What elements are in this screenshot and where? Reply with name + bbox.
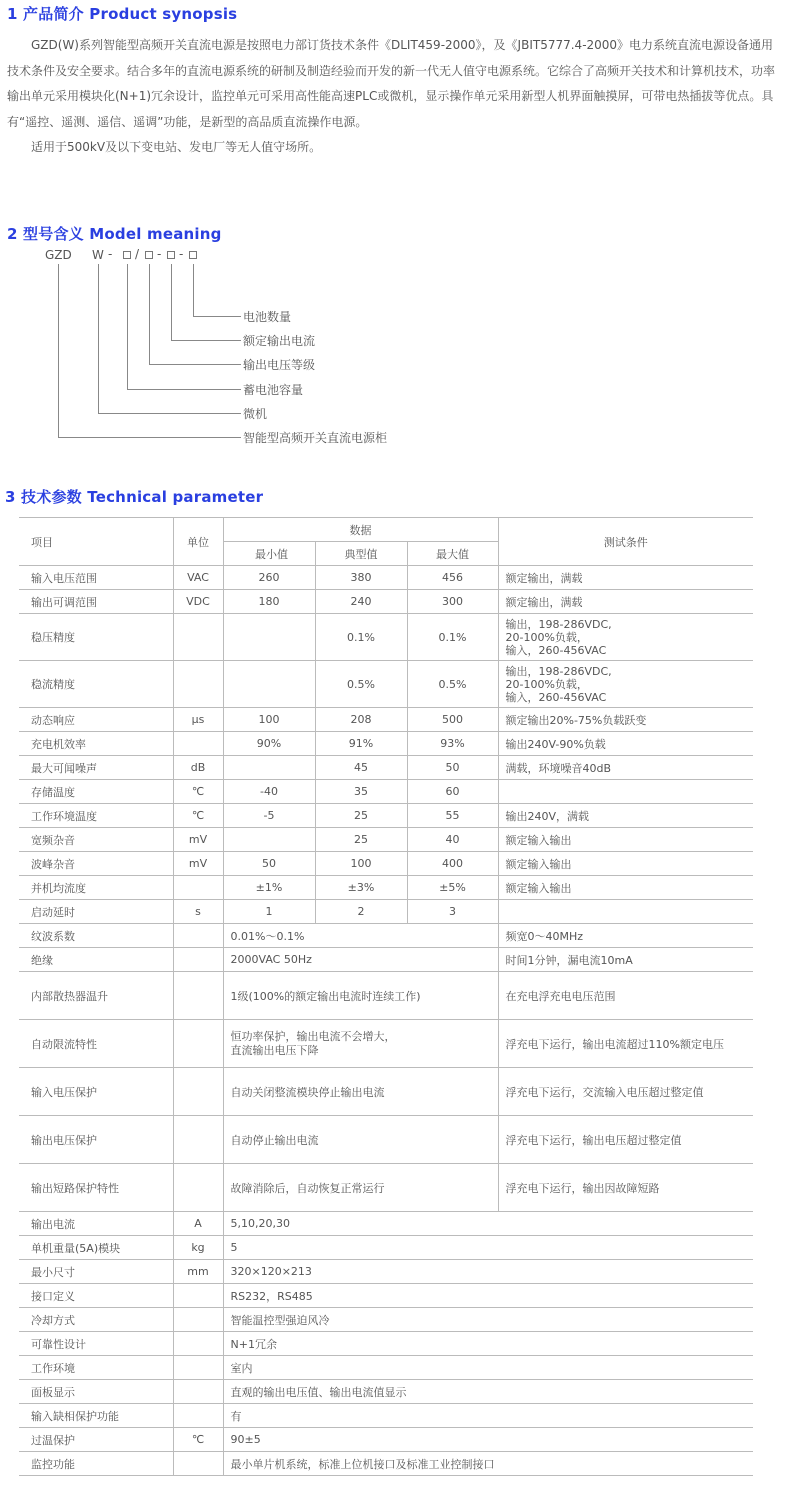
row-min: -40 bbox=[223, 780, 315, 804]
model-label-battery-count: 电池数量 bbox=[243, 310, 292, 324]
product-synopsis-text bbox=[7, 33, 782, 161]
table-row bbox=[19, 732, 753, 756]
row-item: 宽频杂音 bbox=[19, 828, 173, 852]
row-unit: mV bbox=[173, 852, 223, 876]
row-item: 单机重量(5A)模块 bbox=[19, 1236, 173, 1260]
row-unit: ℃ bbox=[173, 780, 223, 804]
row-item: 输出电压保护 bbox=[19, 1116, 173, 1164]
table-row bbox=[19, 972, 753, 1020]
row-typ: 380 bbox=[315, 566, 407, 590]
row-typ: 25 bbox=[315, 804, 407, 828]
row-unit: mV bbox=[173, 828, 223, 852]
row-item: 并机均流度 bbox=[19, 876, 173, 900]
row-typ: 91% bbox=[315, 732, 407, 756]
row-value: 自动关闭整流模块停止输出电流 bbox=[223, 1068, 498, 1116]
model-dash: - bbox=[157, 247, 162, 261]
row-unit bbox=[173, 1020, 223, 1068]
row-value: 5,10,20,30 bbox=[223, 1212, 753, 1236]
row-max: 60 bbox=[407, 780, 498, 804]
table-row bbox=[19, 1212, 753, 1236]
leader-line bbox=[193, 316, 241, 317]
leader-line bbox=[171, 340, 241, 341]
model-label-battery-capacity: 蓄电池容量 bbox=[243, 383, 304, 397]
row-value: RS232，RS485 bbox=[223, 1284, 753, 1308]
row-condition bbox=[498, 780, 753, 804]
row-item: 稳压精度 bbox=[19, 614, 173, 661]
row-unit bbox=[173, 1116, 223, 1164]
row-typ: 0.5% bbox=[315, 661, 407, 708]
row-max: 0.1% bbox=[407, 614, 498, 661]
header-condition: 测试条件 bbox=[498, 518, 753, 566]
condition-line: 输出，198-286VDC, bbox=[505, 617, 612, 631]
row-condition: 时间1分钟，漏电流10mA bbox=[498, 948, 753, 972]
model-code-prefix: GZD bbox=[45, 248, 72, 262]
row-item: 输出短路保护特性 bbox=[19, 1164, 173, 1212]
header-data: 数据 bbox=[223, 518, 498, 542]
row-unit bbox=[173, 1164, 223, 1212]
table-row bbox=[19, 1428, 753, 1452]
row-condition: 浮充电下运行，输出电压超过整定值 bbox=[498, 1116, 753, 1164]
row-value: 最小单片机系统，标准上位机接口及标准工业控制接口 bbox=[223, 1452, 753, 1476]
row-unit bbox=[173, 661, 223, 708]
row-value: 1级(100%的额定输出电流时连续工作) bbox=[223, 972, 498, 1020]
row-min: 1 bbox=[223, 900, 315, 924]
row-typ: 2 bbox=[315, 900, 407, 924]
model-label-voltage-level: 输出电压等级 bbox=[243, 358, 316, 372]
row-condition: 输出240V-90%负载 bbox=[498, 732, 753, 756]
row-unit bbox=[173, 924, 223, 948]
synopsis-paragraph: GZD(W)系列智能型高频开关直流电源是按照电力部订货技术条件《DLIT459-2000》，及《JBIT5777.4-2000》电力系统直流电源设备通用技术条件及安全要求。结合多年的直流电源系统的研制及制造经验而开发的新一代无人值守电源系统。它综合了高频开关技术和计算机技术，功率输出单元采用模块化(N+1)冗余设计，监控单元可采用高性能高速PLC或微机，显示操作单元采用新型人机界面触摸屏，可带电热插拔等优点。具有“遥控、遥测、遥信、遥调”功能，是新型的高品质直流操作电源。 bbox=[7, 38, 776, 129]
row-unit bbox=[173, 1452, 223, 1476]
leader-line bbox=[127, 264, 128, 389]
row-typ: 25 bbox=[315, 828, 407, 852]
row-unit bbox=[173, 948, 223, 972]
model-dash: - bbox=[179, 247, 184, 261]
row-min: 90% bbox=[223, 732, 315, 756]
table-row bbox=[19, 1380, 753, 1404]
table-row bbox=[19, 1116, 753, 1164]
row-condition: 在充电浮充电电压范围 bbox=[498, 972, 753, 1020]
row-max: 3 bbox=[407, 900, 498, 924]
model-slash: / bbox=[135, 247, 140, 261]
row-min bbox=[223, 756, 315, 780]
row-value: 5 bbox=[223, 1236, 753, 1260]
row-unit: A bbox=[173, 1212, 223, 1236]
row-max: ±5% bbox=[407, 876, 498, 900]
leader-line bbox=[98, 264, 99, 413]
condition-line: 20-100%负载， bbox=[505, 677, 588, 691]
row-typ: 35 bbox=[315, 780, 407, 804]
row-typ: 0.1% bbox=[315, 614, 407, 661]
row-typ: 100 bbox=[315, 852, 407, 876]
row-unit: ℃ bbox=[173, 804, 223, 828]
row-min: 260 bbox=[223, 566, 315, 590]
row-unit: kg bbox=[173, 1236, 223, 1260]
model-slot-box bbox=[145, 251, 153, 259]
row-min: -5 bbox=[223, 804, 315, 828]
table-row bbox=[19, 1284, 753, 1308]
row-item: 输入电压范围 bbox=[19, 566, 173, 590]
row-value: 智能温控型强迫风冷 bbox=[223, 1308, 753, 1332]
row-item: 输入电压保护 bbox=[19, 1068, 173, 1116]
row-unit bbox=[173, 1068, 223, 1116]
header-max: 最大值 bbox=[407, 542, 498, 566]
table-row bbox=[19, 590, 753, 614]
row-value bbox=[223, 1020, 498, 1068]
section-title-technical-parameter: 3 技术参数 Technical parameter bbox=[5, 488, 264, 506]
table-header-row bbox=[19, 518, 753, 542]
row-item: 工作环境 bbox=[19, 1356, 173, 1380]
model-label-rated-current: 额定输出电流 bbox=[243, 334, 316, 348]
synopsis-application: 适用于500kV及以下变电站、发电厂等无人值守场所。 bbox=[31, 140, 322, 154]
value-line: 直流输出电压下降 bbox=[230, 1043, 319, 1057]
row-min: ±1% bbox=[223, 876, 315, 900]
table-row bbox=[19, 780, 753, 804]
leader-line bbox=[58, 264, 59, 437]
row-condition bbox=[498, 614, 753, 661]
row-unit bbox=[173, 1404, 223, 1428]
model-label-microcomputer: 微机 bbox=[243, 407, 268, 421]
leader-line bbox=[127, 389, 241, 390]
table-row bbox=[19, 1236, 753, 1260]
row-min bbox=[223, 614, 315, 661]
row-value: 有 bbox=[223, 1404, 753, 1428]
model-slot-box bbox=[189, 251, 197, 259]
row-typ: 240 bbox=[315, 590, 407, 614]
row-max: 400 bbox=[407, 852, 498, 876]
condition-line: 输出，198-286VDC, bbox=[505, 664, 612, 678]
row-unit: dB bbox=[173, 756, 223, 780]
row-unit bbox=[173, 732, 223, 756]
leader-line bbox=[171, 264, 172, 340]
row-unit bbox=[173, 1356, 223, 1380]
row-condition: 额定输出，满载 bbox=[498, 566, 753, 590]
row-unit bbox=[173, 614, 223, 661]
row-condition: 额定输入输出 bbox=[498, 852, 753, 876]
row-condition bbox=[498, 661, 753, 708]
row-item: 输入缺相保护功能 bbox=[19, 1404, 173, 1428]
row-condition: 额定输入输出 bbox=[498, 876, 753, 900]
row-min: 100 bbox=[223, 708, 315, 732]
row-value: 故障消除后，自动恢复正常运行 bbox=[223, 1164, 498, 1212]
row-unit: mm bbox=[173, 1260, 223, 1284]
table-row bbox=[19, 1308, 753, 1332]
row-item: 监控功能 bbox=[19, 1452, 173, 1476]
section-title-model-meaning: 2 型号含义 Model meaning bbox=[7, 225, 222, 243]
row-item: 面板显示 bbox=[19, 1380, 173, 1404]
row-max: 40 bbox=[407, 828, 498, 852]
row-unit bbox=[173, 1284, 223, 1308]
row-condition: 输出240V，满载 bbox=[498, 804, 753, 828]
table-row bbox=[19, 661, 753, 708]
row-typ: 45 bbox=[315, 756, 407, 780]
row-condition: 浮充电下运行，交流输入电压超过整定值 bbox=[498, 1068, 753, 1116]
row-value: 室内 bbox=[223, 1356, 753, 1380]
condition-line: 20-100%负载， bbox=[505, 630, 588, 644]
row-item: 可靠性设计 bbox=[19, 1332, 173, 1356]
row-item: 过温保护 bbox=[19, 1428, 173, 1452]
row-item: 稳流精度 bbox=[19, 661, 173, 708]
leader-line bbox=[98, 413, 241, 414]
row-value: 0.01%～0.1% bbox=[223, 924, 498, 948]
row-unit bbox=[173, 1332, 223, 1356]
row-condition: 浮充电下运行，输出因故障短路 bbox=[498, 1164, 753, 1212]
leader-line bbox=[193, 264, 194, 316]
row-condition bbox=[498, 900, 753, 924]
table-row bbox=[19, 924, 753, 948]
value-line: 恒功率保护，输出电流不会增大， bbox=[230, 1029, 396, 1043]
row-item: 波峰杂音 bbox=[19, 852, 173, 876]
table-row bbox=[19, 614, 753, 661]
row-item: 存储温度 bbox=[19, 780, 173, 804]
row-condition: 浮充电下运行，输出电流超过110%额定电压 bbox=[498, 1020, 753, 1068]
row-value: 320×120×213 bbox=[223, 1260, 753, 1284]
row-item: 动态响应 bbox=[19, 708, 173, 732]
row-max: 50 bbox=[407, 756, 498, 780]
table-row bbox=[19, 1332, 753, 1356]
row-value: 自动停止输出电流 bbox=[223, 1116, 498, 1164]
row-unit bbox=[173, 972, 223, 1020]
row-value: 直观的输出电压值、输出电流值显示 bbox=[223, 1380, 753, 1404]
table-row bbox=[19, 900, 753, 924]
row-item: 接口定义 bbox=[19, 1284, 173, 1308]
table-row bbox=[19, 876, 753, 900]
row-min bbox=[223, 828, 315, 852]
table-row bbox=[19, 1068, 753, 1116]
table-row bbox=[19, 1356, 753, 1380]
row-unit: VAC bbox=[173, 566, 223, 590]
row-item: 绝缘 bbox=[19, 948, 173, 972]
row-unit bbox=[173, 1380, 223, 1404]
row-unit bbox=[173, 876, 223, 900]
row-item: 内部散热器温升 bbox=[19, 972, 173, 1020]
row-item: 纹波系数 bbox=[19, 924, 173, 948]
row-condition: 频宽0～40MHz bbox=[498, 924, 753, 948]
table-row bbox=[19, 1260, 753, 1284]
row-condition: 额定输出，满载 bbox=[498, 590, 753, 614]
row-value: 90±5 bbox=[223, 1428, 753, 1452]
row-unit: VDC bbox=[173, 590, 223, 614]
row-typ: 208 bbox=[315, 708, 407, 732]
model-code-w: W bbox=[92, 248, 104, 262]
leader-line bbox=[58, 437, 241, 438]
table-row bbox=[19, 828, 753, 852]
row-item: 启动延时 bbox=[19, 900, 173, 924]
row-value: N+1冗余 bbox=[223, 1332, 753, 1356]
row-max: 93% bbox=[407, 732, 498, 756]
table-row bbox=[19, 1452, 753, 1476]
row-unit: ℃ bbox=[173, 1428, 223, 1452]
model-meaning-diagram bbox=[0, 240, 450, 450]
table-row bbox=[19, 804, 753, 828]
row-item: 输出电流 bbox=[19, 1212, 173, 1236]
row-min: 50 bbox=[223, 852, 315, 876]
row-condition: 满载，环境噪音40dB bbox=[498, 756, 753, 780]
row-min: 180 bbox=[223, 590, 315, 614]
header-unit: 单位 bbox=[173, 518, 223, 566]
model-label-cabinet: 智能型高频开关直流电源柜 bbox=[243, 431, 388, 445]
row-unit: μs bbox=[173, 708, 223, 732]
table-row bbox=[19, 852, 753, 876]
table-row bbox=[19, 1020, 753, 1068]
section-title-product-synopsis: 1 产品简介 Product synopsis bbox=[7, 5, 238, 23]
model-slot-box bbox=[123, 251, 131, 259]
condition-line: 输入，260-456VAC bbox=[505, 643, 607, 657]
row-item: 最大可闻噪声 bbox=[19, 756, 173, 780]
condition-line: 输入，260-456VAC bbox=[505, 690, 607, 704]
row-item: 冷却方式 bbox=[19, 1308, 173, 1332]
leader-line bbox=[149, 364, 241, 365]
row-item: 充电机效率 bbox=[19, 732, 173, 756]
header-min: 最小值 bbox=[223, 542, 315, 566]
model-slot-box bbox=[167, 251, 175, 259]
table-row bbox=[19, 948, 753, 972]
row-max: 55 bbox=[407, 804, 498, 828]
row-unit bbox=[173, 1308, 223, 1332]
row-item: 自动限流特性 bbox=[19, 1020, 173, 1068]
row-item: 工作环境温度 bbox=[19, 804, 173, 828]
row-value: 2000VAC 50Hz bbox=[223, 948, 498, 972]
row-item: 最小尺寸 bbox=[19, 1260, 173, 1284]
row-condition: 额定输出20%-75%负载跃变 bbox=[498, 708, 753, 732]
row-item: 输出可调范围 bbox=[19, 590, 173, 614]
table-row bbox=[19, 708, 753, 732]
row-typ: ±3% bbox=[315, 876, 407, 900]
model-dash: - bbox=[108, 247, 113, 261]
table-row bbox=[19, 1404, 753, 1428]
row-max: 300 bbox=[407, 590, 498, 614]
row-unit: s bbox=[173, 900, 223, 924]
row-max: 456 bbox=[407, 566, 498, 590]
table-row bbox=[19, 1164, 753, 1212]
header-typ: 典型值 bbox=[315, 542, 407, 566]
row-max: 0.5% bbox=[407, 661, 498, 708]
leader-line bbox=[149, 264, 150, 364]
row-max: 500 bbox=[407, 708, 498, 732]
header-item: 项目 bbox=[19, 518, 173, 566]
technical-parameter-table bbox=[19, 517, 753, 1476]
table-row bbox=[19, 756, 753, 780]
row-condition: 额定输入输出 bbox=[498, 828, 753, 852]
table-row bbox=[19, 566, 753, 590]
row-min bbox=[223, 661, 315, 708]
